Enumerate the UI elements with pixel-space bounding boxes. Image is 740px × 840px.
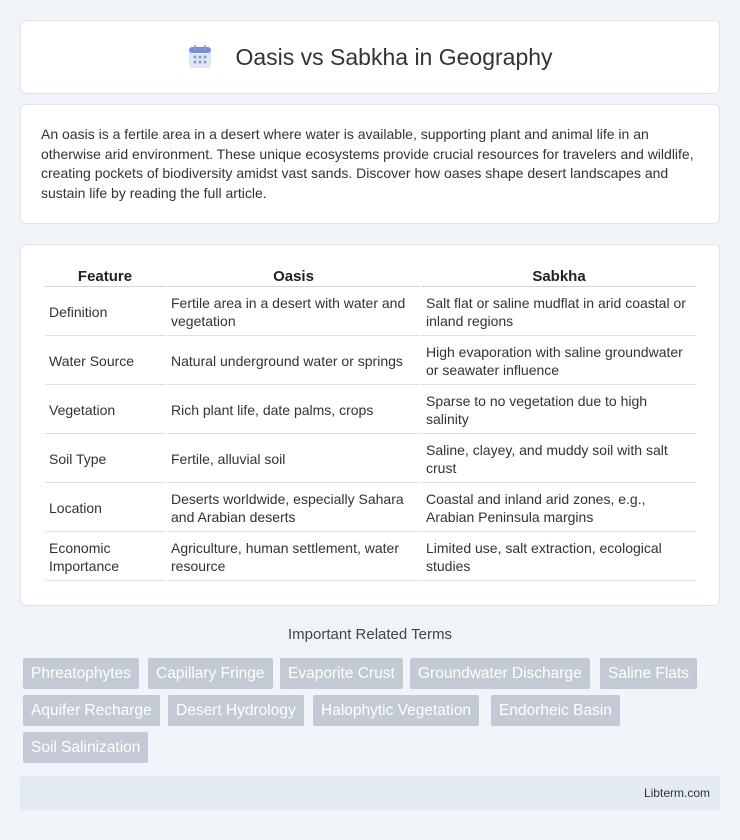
intro-card [20, 104, 720, 224]
cell-feature: Vegetation [45, 387, 165, 434]
tag-halophytic-vegetation[interactable]: Halophytic Vegetation [313, 695, 479, 726]
page-title: Oasis vs Sabkha in Geography [235, 43, 553, 70]
cell-feature: Location [45, 485, 165, 532]
footer [20, 776, 720, 810]
tag-endorheic-basin[interactable]: Endorheic Basin [491, 695, 620, 726]
tag-soil-salinization[interactable]: Soil Salinization [23, 732, 148, 763]
tag-aquifer-recharge[interactable]: Aquifer Recharge [23, 695, 160, 726]
calendar-icon [187, 44, 213, 70]
header-card [20, 20, 720, 94]
cell-feature: Economic Importance [45, 534, 165, 581]
tag-phreatophytes[interactable]: Phreatophytes [23, 658, 139, 689]
header-feature: Feature [45, 267, 165, 287]
cell-sabkha: Saline, clayey, and muddy soil with salt crust [422, 436, 696, 483]
table-row [45, 485, 696, 532]
table-row [45, 289, 696, 336]
cell-sabkha: Coastal and inland arid zones, e.g., Arabian Peninsula margins [422, 485, 696, 532]
cell-feature: Water Source [45, 338, 165, 385]
tag-capillary-fringe[interactable]: Capillary Fringe [148, 658, 273, 689]
cell-sabkha: Limited use, salt extraction, ecological studies [422, 534, 696, 581]
cell-oasis: Rich plant life, date palms, crops [167, 387, 420, 434]
related-terms-title: Important Related Terms [288, 626, 452, 643]
cell-oasis: Agriculture, human settlement, water resource [167, 534, 420, 581]
header-oasis: Oasis [167, 267, 420, 287]
comparison-table [43, 265, 698, 583]
cell-sabkha: High evaporation with saline groundwater or seawater influence [422, 338, 696, 385]
cell-sabkha: Salt flat or saline mudflat in arid coastal or inland regions [422, 289, 696, 336]
table-row [45, 338, 696, 385]
table-row [45, 534, 696, 581]
tag-saline-flats[interactable]: Saline Flats [600, 658, 697, 689]
table-row [45, 436, 696, 483]
footer-site-link[interactable]: Libterm.com [643, 786, 710, 800]
cell-oasis: Deserts worldwide, especially Sahara and Arabian deserts [167, 485, 420, 532]
cell-feature: Soil Type [45, 436, 165, 483]
comparison-card [20, 244, 720, 606]
tag-groundwater-discharge[interactable]: Groundwater Discharge [410, 658, 590, 689]
cell-feature: Definition [45, 289, 165, 336]
tag-desert-hydrology[interactable]: Desert Hydrology [168, 695, 304, 726]
cell-oasis: Fertile area in a desert with water and vegetation [167, 289, 420, 336]
tag-evaporite-crust[interactable]: Evaporite Crust [280, 658, 403, 689]
cell-oasis: Natural underground water or springs [167, 338, 420, 385]
cell-sabkha: Sparse to no vegetation due to high salinity [422, 387, 696, 434]
intro-text: An oasis is a fertile area in a desert where water is available, supporting plant and animal life in an otherwise arid environment. These unique ecosystems provide crucial resources for travelers and wildlife, creating pockets of biodiversity amidst vast sands. Discover how oases shape desert landscapes and sustain life by reading the full article. [41, 126, 694, 201]
header-sabkha: Sabkha [422, 267, 696, 287]
table-row [45, 387, 696, 434]
table-header-row [45, 267, 696, 287]
cell-oasis: Fertile, alluvial soil [167, 436, 420, 483]
